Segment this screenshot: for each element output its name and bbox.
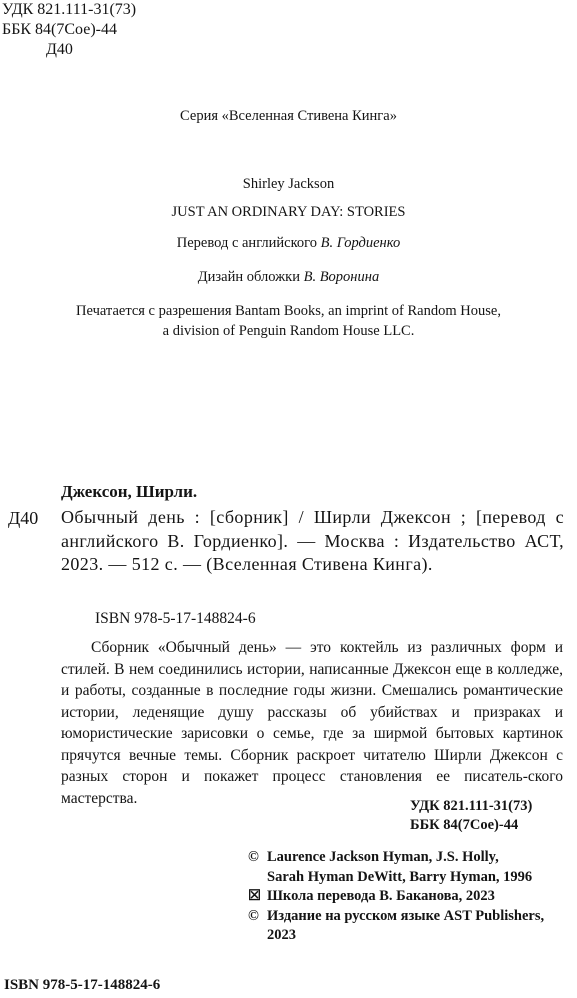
translator-name: В. Гордиенко (320, 235, 401, 251)
bbk-code-bottom: ББК 84(7Сое)-44 (410, 817, 519, 833)
udk-code-bottom: УДК 821.111-31(73) (410, 798, 533, 814)
bibliographic-author: Джексон, Ширли. (61, 482, 198, 501)
copyright-icon: © (248, 849, 259, 865)
bibliographic-description: Обычный день : [сборник] / Ширли Джексон ; [перевод с английского В. Гордиенко]. — Москва : Издательство АСТ, 2023. — 512 с. — (Вселенная Стивена Кинга). (61, 507, 564, 574)
translation-credit (0, 234, 577, 252)
bbk-code-top: ББК 84(7Сое)-44 (2, 21, 117, 38)
copyright-line: Laurence Jackson Hyman, J.S. Holly, (267, 849, 499, 865)
cover-design-credit (0, 268, 577, 286)
author-mark-top: Д40 (46, 41, 73, 58)
design-label: Дизайн обложки (197, 269, 300, 285)
annotation-text: Сборник «Обычный день» — это коктейль из различных форм и стилей. В нем соединились истории, написанные Джексон еще в колледже, и работы, созданные в последние годы жизни. Смешались романтические истории, леденящие душу рассказы об убийствах и призраках и юмористические зарисовки о семье, где за ширмой бытовых картинок прячутся вечные темы. Сборник раскроет читателю Ширли Джексон с разных сторон и покажет процесс становления ее писатель-ского мастерства. (61, 639, 563, 807)
copyright-line: Издание на русском языке AST Publishers, (267, 907, 545, 924)
isbn-main: ISBN 978-5-17-148824-6 (95, 610, 256, 627)
isbn-bottom: ISBN 978-5-17-148824-6 (4, 977, 161, 993)
top-classification-codes (2, 0, 136, 60)
udk-code-top: УДК 821.111-31(73) (2, 1, 137, 18)
copyright-line: Sarah Hyman DeWitt, Barry Hyman, 1996 (267, 868, 533, 885)
copyright-entry (248, 848, 573, 887)
copyright-line: 2023 (267, 927, 296, 943)
copyright-icon: © (248, 907, 259, 924)
bottom-classification-codes (410, 797, 532, 835)
copyright-entry (248, 887, 573, 907)
copyright-entry (248, 907, 573, 946)
copyright-line: Школа перевода В. Баканова, 2023 (267, 888, 495, 904)
copyright-notices (248, 848, 573, 946)
translation-label: Перевод с английского (176, 235, 317, 251)
original-author: Shirley Jackson (242, 176, 335, 192)
series-line: Серия «Вселенная Стивена Кинга» (180, 108, 397, 124)
bibliographic-code: Д40 (8, 508, 39, 528)
annotation (61, 637, 563, 809)
permission-line-1: Печатается с разрешения Bantam Books, an imprint of Random House, (76, 303, 501, 319)
translation-mark-icon: ☒ (248, 888, 261, 904)
permission-line-2: a division of Penguin Random House LLC. (162, 323, 415, 339)
designer-name: В. Воронина (303, 269, 380, 285)
original-title: JUST AN ORDINARY DAY: STORIES (171, 204, 406, 220)
